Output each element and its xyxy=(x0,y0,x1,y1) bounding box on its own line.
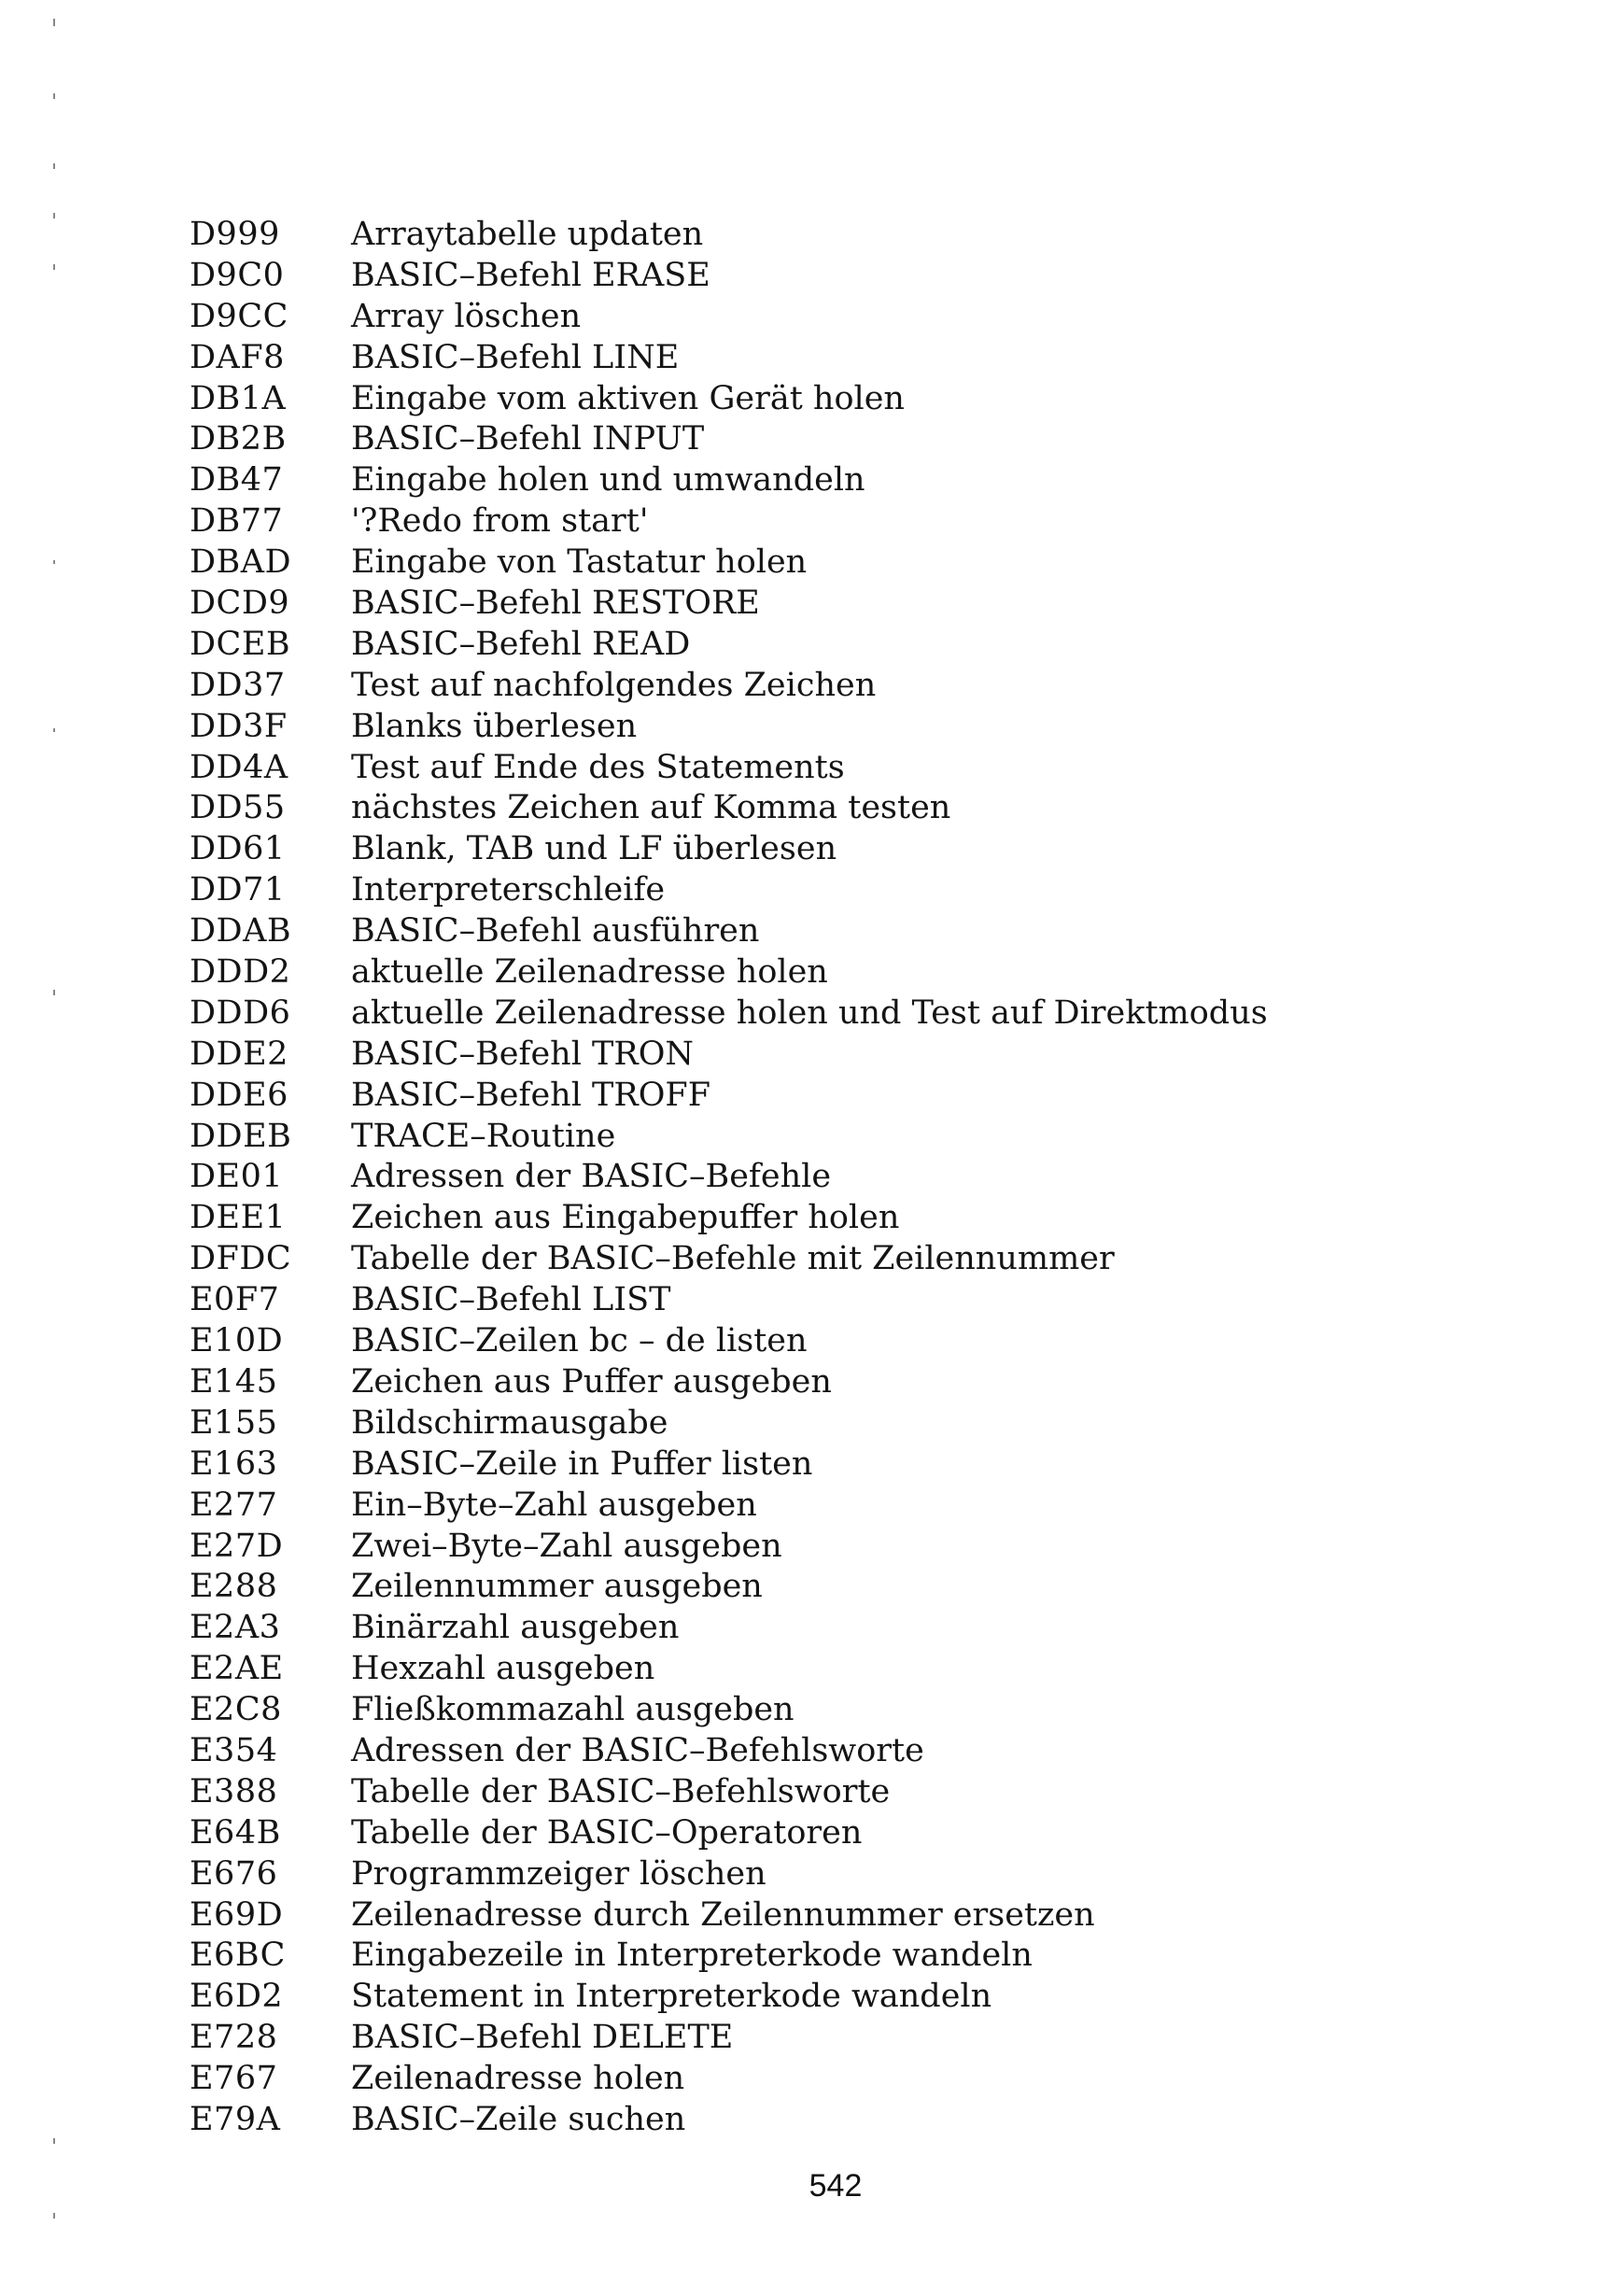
address-cell: DFDC xyxy=(190,1240,292,1278)
address-cell: E2AE xyxy=(190,1650,284,1688)
address-cell: E163 xyxy=(190,1444,278,1483)
address-cell: DCD9 xyxy=(190,585,290,623)
description-cell: Eingabe vom aktiven Gerät holen xyxy=(351,379,905,417)
address-cell: E0F7 xyxy=(190,1281,280,1319)
address-cell: E767 xyxy=(190,2060,278,2098)
address-cell: DD71 xyxy=(190,871,286,909)
description-cell: Eingabezeile in Interpreterkode wandeln xyxy=(351,1937,1033,1975)
description-cell: Fließkommazahl ausgeben xyxy=(351,1691,794,1729)
description-cell: BASIC–Befehl DELETE xyxy=(351,2019,734,2057)
address-cell: E2C8 xyxy=(190,1691,282,1729)
description-cell: Tabelle der BASIC–Befehle mit Zeilennummer xyxy=(351,1240,1115,1278)
address-cell: E145 xyxy=(190,1362,278,1401)
address-cell: DDD6 xyxy=(190,993,291,1032)
description-cell: Programmzeiger löschen xyxy=(351,1854,766,1893)
description-cell: Adressen der BASIC–Befehlsworte xyxy=(351,1731,924,1769)
description-cell: BASIC–Befehl LIST xyxy=(351,1281,671,1319)
address-cell: E676 xyxy=(190,1854,278,1893)
description-cell: Eingabe holen und umwandeln xyxy=(351,461,865,500)
description-cell: BASIC–Befehl RESTORE xyxy=(351,585,760,623)
description-cell: aktuelle Zeilenadresse holen xyxy=(351,953,828,992)
description-cell: Arraytabelle updaten xyxy=(351,216,704,253)
description-cell: TRACE–Routine xyxy=(351,1117,616,1155)
address-cell: DBAD xyxy=(190,543,292,582)
address-cell: E69D xyxy=(190,1895,284,1934)
address-cell: DDE2 xyxy=(190,1035,288,1073)
page-number: 542 xyxy=(809,2168,863,2204)
description-cell: BASIC–Befehl READ xyxy=(351,625,691,663)
description-cell: Ein–Byte–Zahl ausgeben xyxy=(351,1486,757,1524)
description-cell: Zwei–Byte–Zahl ausgeben xyxy=(351,1527,782,1565)
address-cell: DB77 xyxy=(190,502,284,541)
address-cell: E388 xyxy=(190,1772,278,1810)
address-cell: DEE1 xyxy=(190,1199,287,1237)
address-cell: D9CC xyxy=(190,297,288,335)
description-cell: '?Redo from start' xyxy=(351,502,649,541)
scan-artifact xyxy=(53,2213,55,2219)
description-cell: BASIC–Befehl TRON xyxy=(351,1035,695,1073)
address-cell: E155 xyxy=(190,1403,278,1442)
address-cell: E2A3 xyxy=(190,1609,281,1647)
address-cell: DDAB xyxy=(190,912,292,951)
description-cell: aktuelle Zeilenadresse holen und Test auf Direktmodus xyxy=(351,993,1268,1032)
description-cell: Array löschen xyxy=(351,297,582,335)
description-cell: BASIC–Befehl ausführen xyxy=(351,912,760,951)
scan-artifact xyxy=(53,163,55,169)
scan-artifact xyxy=(53,213,55,218)
address-cell: D9C0 xyxy=(190,256,285,294)
address-cell: E10D xyxy=(190,1322,284,1360)
description-cell: Binärzahl ausgeben xyxy=(351,1609,680,1647)
address-cell: DD4A xyxy=(190,748,288,786)
description-cell: Test auf nachfolgendes Zeichen xyxy=(351,666,877,704)
address-cell: E288 xyxy=(190,1568,278,1606)
address-cell: DD55 xyxy=(190,789,286,827)
description-cell: Zeilenadresse holen xyxy=(351,2060,685,2098)
scan-artifact xyxy=(53,560,55,564)
address-cell: DAF8 xyxy=(190,338,285,376)
address-cell: E27D xyxy=(190,1527,284,1565)
address-cell: E6BC xyxy=(190,1937,286,1975)
description-cell: BASIC–Befehl LINE xyxy=(351,338,680,376)
address-cell: DD37 xyxy=(190,666,286,704)
address-cell: E79A xyxy=(190,2100,281,2138)
address-cell: E277 xyxy=(190,1486,278,1524)
description-cell: Statement in Interpreterkode wandeln xyxy=(351,1978,992,2016)
description-cell: Tabelle der BASIC–Operatoren xyxy=(351,1813,863,1852)
description-cell: BASIC–Befehl TROFF xyxy=(351,1076,710,1114)
description-cell: BASIC–Zeilen bc – de listen xyxy=(351,1322,808,1360)
address-cell: E728 xyxy=(190,2019,278,2057)
description-cell: BASIC–Befehl ERASE xyxy=(351,256,710,294)
address-cell: DDEB xyxy=(190,1117,292,1155)
address-cell: D999 xyxy=(190,216,280,253)
address-cell: DCEB xyxy=(190,625,291,663)
scan-artifact xyxy=(53,728,55,732)
address-cell: E354 xyxy=(190,1731,278,1769)
description-cell: Tabelle der BASIC–Befehlsworte xyxy=(351,1772,891,1810)
description-cell: Adressen der BASIC–Befehle xyxy=(351,1158,832,1196)
address-cell: E64B xyxy=(190,1813,281,1852)
description-cell: Zeichen aus Puffer ausgeben xyxy=(351,1362,832,1401)
scan-artifact xyxy=(53,264,55,270)
description-cell: BASIC–Befehl INPUT xyxy=(351,420,705,458)
address-cell: DB1A xyxy=(190,379,287,417)
scan-artifact xyxy=(53,2138,55,2144)
address-cell: DB2B xyxy=(190,420,287,458)
description-cell: Zeichen aus Eingabepuffer holen xyxy=(351,1199,900,1237)
scan-artifact xyxy=(53,19,55,26)
description-cell: nächstes Zeichen auf Komma testen xyxy=(351,789,951,827)
description-cell: Hexzahl ausgeben xyxy=(351,1650,655,1688)
description-cell: BASIC–Zeile in Puffer listen xyxy=(351,1444,813,1483)
description-cell: Blanks überlesen xyxy=(351,707,638,745)
description-cell: Test auf Ende des Statements xyxy=(351,748,845,786)
address-cell: DDE6 xyxy=(190,1076,288,1114)
description-cell: Blank, TAB und LF überlesen xyxy=(351,830,837,868)
address-cell: E6D2 xyxy=(190,1978,284,2016)
description-cell: BASIC–Zeile suchen xyxy=(351,2100,686,2138)
address-cell: DE01 xyxy=(190,1158,284,1196)
description-cell: Zeilenadresse durch Zeilennummer ersetzen xyxy=(351,1895,1095,1934)
description-cell: Eingabe von Tastatur holen xyxy=(351,543,808,582)
description-cell: Bildschirmausgabe xyxy=(351,1403,668,1442)
address-cell: DD61 xyxy=(190,830,286,868)
address-cell: DB47 xyxy=(190,461,284,500)
address-cell: DD3F xyxy=(190,707,288,745)
scan-artifact xyxy=(53,990,55,995)
description-cell: Interpreterschleife xyxy=(351,871,666,909)
address-cell: DDD2 xyxy=(190,953,291,992)
scan-artifact xyxy=(53,93,55,99)
description-cell: Zeilennummer ausgeben xyxy=(351,1568,763,1606)
